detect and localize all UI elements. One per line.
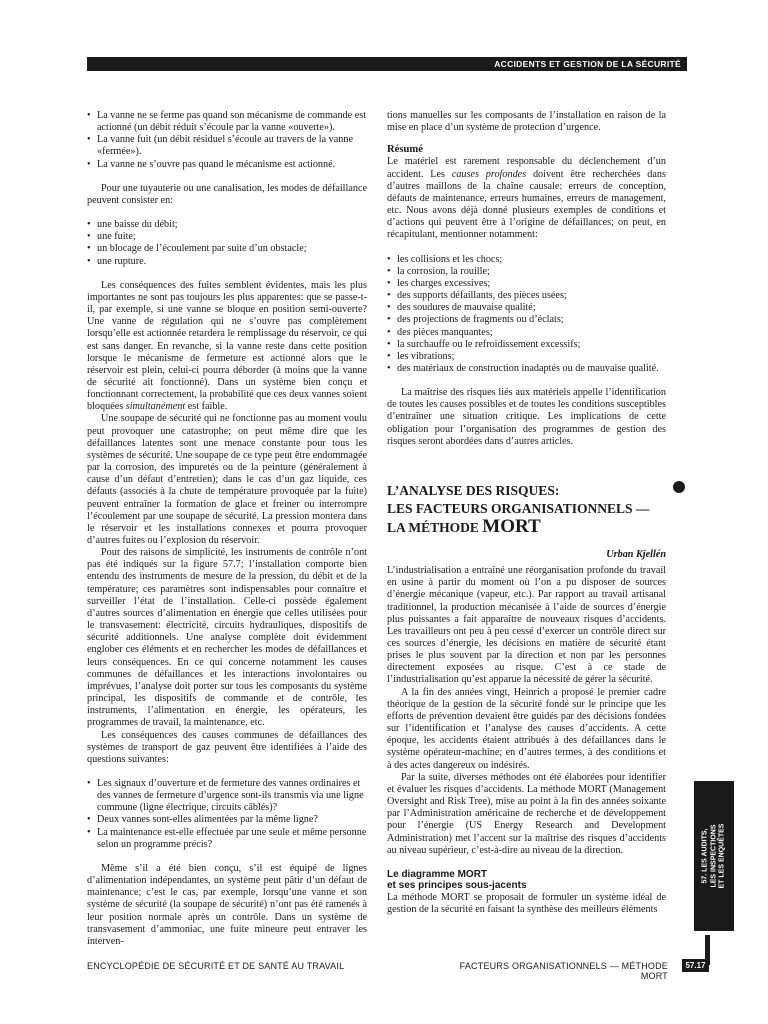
title-line-2: LES FACTEURS ORGANISATIONNELS — bbox=[387, 500, 650, 516]
paragraph: Les conséquences des causes communes de défaillances des systèmes de transport de gaz peuvent être identifiées à l’aide des questions suivantes: bbox=[87, 729, 367, 765]
paragraph bbox=[87, 280, 367, 414]
common-cause-questions bbox=[87, 778, 367, 851]
emphasis: simultanément bbox=[125, 401, 186, 413]
list-item: • des matériaux de construction inadaptés ou de mauvaise qualité. bbox=[387, 363, 666, 375]
valve-failure-list bbox=[87, 110, 367, 171]
text-run: est faible. bbox=[185, 401, 228, 413]
paragraph bbox=[387, 156, 666, 241]
list-item: • une fuite; bbox=[87, 231, 367, 243]
section-heading-line-1: Le diagramme MORT bbox=[387, 868, 488, 880]
text-run: doivent être recherchées dans d’autres maillons de la chaîne causale: erreurs de conception, défauts de maintenance, erreurs humaines, erreurs de management, etc. Nous avons déjà donné plusieurs exemples de conditions et d’actions qui peuvent être à l’origine de défaillances; on peut, en récapitulant, mentionner notamment: bbox=[387, 168, 666, 241]
section-heading-diagram bbox=[387, 869, 666, 892]
paragraph: Une soupape de sécurité qui ne fonctionne pas au moment voulu peut provoquer une catastrophe; on peut même dire que les défaillances latentes sont une menace constante pour tous les systèmes de sécurité. Une soupape de ce type peut être endommagée par la corrosion, des impuretés ou de la peinture (généralement à cause d’un défaut d’entretien); dans le cas d’un gaz liquide, ces défauts (associés à la chute de température provoquée par la fuite) peuvent entraîner la formation de glace et freiner ou interrompre l’écoulement par une soupape de sécurité. La pression montera dans le réservoir et les installations connexes et pourra provoquer d’autres fuites ou l’explosion du réservoir. bbox=[87, 413, 367, 546]
causes-list bbox=[387, 254, 666, 376]
paragraph: L’industrialisation a entraîné une réorganisation profonde du travail en usine à partir du moment où l’on a pu disposer de sources d’énergie mécanique (vapeur, etc.). Par rapport au travail artisanal traditionnel, la production mécanisée à l’aide de sources d’énergie plus puissantes a fait apparaître de nouveaux risques d’accidents. Les travailleurs ont peu à peu cessé d’exercer un contrôle direct sur ces sources d’énergie, les décisions en matière de sécurité étant prises le plus souvent par la direction et non par les personnes directement exposées au risque. C’est à ce stade de l’industrialisation qu’est apparue la nécessité de gérer la sécurité. bbox=[387, 565, 666, 686]
running-header bbox=[87, 57, 687, 71]
paragraph: La méthode MORT se proposait de formuler un système idéal de gestion de la sécurité en faisant la synthèse des meilleurs éléments bbox=[387, 891, 666, 915]
page-number: 57.17 bbox=[682, 959, 709, 972]
list-item: • Les signaux d’ouverture et de fermeture des vannes ordinaires et des vannes de fermeture d’urgence sont-ils transmis via une ligne commune (ligne électrique, circuits câblés)? bbox=[87, 778, 367, 814]
text-run: Le matériel est rarement responsable du déclenchement d’un accident. Les bbox=[387, 156, 666, 180]
list-item: • des soudures de mauvaise qualité; bbox=[387, 302, 666, 314]
list-item: • la surchauffe ou le refroidissement excessifs; bbox=[387, 339, 666, 351]
list-item: • des projections de fragments ou d’éclats; bbox=[387, 314, 666, 326]
list-item: • un blocage de l’écoulement par suite d’un obstacle; bbox=[87, 243, 367, 255]
side-tab-line: ET LES ENQUÊTES bbox=[718, 823, 726, 889]
paragraph: La maîtrise des risques liés aux matériels appelle l’identification de toutes les causes possibles et de toutes les conditions susceptibles d’entraîner une situation critique. Les implications de cette obligation pour l’organisation des programmes de gestion des risques seront abordées dans d’autres articles. bbox=[387, 387, 666, 447]
paragraph: A la fin des années vingt, Heinrich a proposé le premier cadre théorique de la gestion de la sécurité fondé sur le principe que les efforts de prévention devaient être guidés par des décisions fondées sur l’identification et l’analyse des causes d’accidents. A cette époque, les accidents étaient attribués à des défaillances dans le système opérateur-machine; en d’autres termes, à des conditions et à des actes dangereux ou indésirés. bbox=[387, 686, 666, 771]
list-item: • une baisse du débit; bbox=[87, 219, 367, 231]
paragraph: Pour des raisons de simplicité, les instruments de contrôle n’ont pas été indiqués sur la figure 57.7; l’installation comporte bien entendu des instruments de mesure de la pression, du débit et de la température; ces paramètres sont indispensables pour connaître et surveiller l’état de l’installation. Celle-ci possède également d’autres sources d’alimentation en énergie que celles utilisées pour le transvasement: électricité, circuits hydrauliques, dispositifs de sécurité additionnels. Une analyse complète doit évidemment englober ces éléments et en rechercher les modes de défaillances et leurs conséquences. En ce qui concerne notamment les causes communes de défaillances et les interactions involontaires ou imprévues, l’analyse doit porter sur tous les composants du système principal, les dispositifs de commande et de contrôle, les instruments, l’alimentation en énergie, les opérateurs, les programmes de travail, la maintenance, etc. bbox=[87, 547, 367, 729]
list-item: • des supports défaillants, des pièces usées; bbox=[387, 290, 666, 302]
list-item: • les charges excessives; bbox=[387, 278, 666, 290]
paragraph: tions manuelles sur les composants de l’installation en raison de la mise en place d’un système de protection d’urgence. bbox=[387, 110, 666, 134]
list-item: • la corrosion, la rouille; bbox=[387, 266, 666, 278]
article-start-dot-icon bbox=[673, 481, 685, 493]
section-heading-resume: Résumé bbox=[387, 144, 423, 156]
running-header-text: ACCIDENTS ET GESTION DE LA SÉCURITÉ bbox=[494, 59, 681, 69]
list-item: • La vanne ne se ferme pas quand son mécanisme de commande est actionné (un débit réduit s’écoule par la vanne «ouverte»). bbox=[87, 110, 367, 134]
article-title bbox=[387, 482, 666, 537]
footer-article: FACTEURS ORGANISATIONNELS — MÉTHODE MORT bbox=[459, 961, 668, 981]
title-mort: MORT bbox=[482, 515, 541, 537]
chapter-side-tab bbox=[694, 781, 734, 931]
text-run: Les conséquences des fuites semblent évidentes, mais les plus importantes ne sont pas toujours les plus apparentes: que se passe-t-il, par exemple, si une vanne se bloque en position semi-ouverte? Une vanne de régulation qui ne s’ouvre pas complètement lorsqu’elle est actionnée retardera le remplissage du réservoir, ce qui est sans danger. En revanche, si la vanne reste dans cette position lorsque le mécanisme de fermeture est actionné alors que le réservoir est plein, celui-ci pourra déborder (à moins que la vanne de sécurité ait fonctionné). Dans un système bien conçu et fonctionnant correctement, la probabilité que ces deux vannes soient bloquées bbox=[87, 279, 367, 413]
emphasis: causes profondes bbox=[451, 168, 527, 180]
paragraph: Même s’il a été bien conçu, s’il est équipé de lignes d’alimentation indépendantes, un système peut pâtir d’un défaut de maintenance; c’est le cas, par exemple, lorsqu’une vanne et son système de sécurité (la soupape de sécurité) n’ont pas été ramenés à leur position normale après un contrôle. Dans un système de transvasement d’ammoniac, une fuite mineure peut entraver les interven- bbox=[87, 862, 367, 947]
title-line-1: L’ANALYSE DES RISQUES: bbox=[387, 482, 560, 498]
list-item: • les collisions et les chocs; bbox=[387, 254, 666, 266]
title-line-3 bbox=[387, 515, 666, 537]
section-heading-line-2: et ses principes sous-jacents bbox=[387, 880, 527, 892]
paragraph: Pour une tuyauterie ou une canalisation, les modes de défaillance peuvent consister en: bbox=[87, 182, 367, 206]
paragraph: Par la suite, diverses méthodes ont été élaborées pour identifier et évaluer les risques d’accidents. La méthode MORT (Management Oversight and Risk Tree), mise au point à la fin des années soixante par l’Administration américaine de recherche et de développement pour l’énergie (US Energy Research and Development Administration) met l’accent sur la maîtrise des risques d’accidents au niveau supérieur, c’est-à-dire au niveau de la direction. bbox=[387, 771, 666, 856]
list-item: • La maintenance est-elle effectuée par une seule et même personne selon un programme précis? bbox=[87, 827, 367, 851]
side-tab-line: LES INSPECTIONS bbox=[709, 824, 717, 888]
title-text: LA MÉTHODE bbox=[387, 519, 483, 535]
list-item: • des pièces manquantes; bbox=[387, 327, 666, 339]
right-column bbox=[387, 110, 666, 916]
author-name: Urban Kjellén bbox=[606, 548, 666, 560]
list-item: • les vibrations; bbox=[387, 351, 666, 363]
footer-publication: ENCYCLOPÉDIE DE SÉCURITÉ ET DE SANTÉ AU TRAVAIL bbox=[87, 961, 345, 971]
list-item: • Deux vannes sont-elles alimentées par la même ligne? bbox=[87, 814, 367, 826]
side-tab-line: 57. LES AUDITS, bbox=[701, 828, 709, 884]
list-item: • une rupture. bbox=[87, 256, 367, 268]
list-item: • La vanne fuit (un débit résiduel s’écoule au travers de la vanne «fermée»). bbox=[87, 134, 367, 158]
chapter-side-tab-text bbox=[701, 786, 727, 926]
left-column bbox=[87, 110, 367, 948]
pipe-failure-list bbox=[87, 219, 367, 268]
list-item: • La vanne ne s’ouvre pas quand le mécanisme est actionné. bbox=[87, 159, 367, 171]
